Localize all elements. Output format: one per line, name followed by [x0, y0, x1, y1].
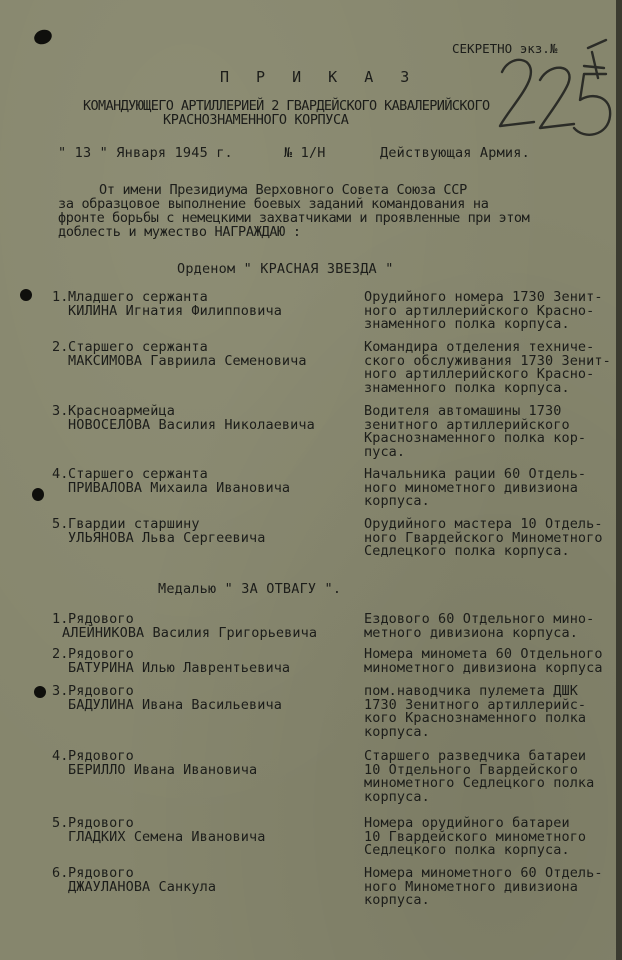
- entry-name: УЛЬЯНОВА Льва Сергеевича: [68, 530, 266, 546]
- entry-name: НОВОСЕЛОВА Василия Николаевича: [68, 417, 315, 433]
- preamble-line-2: за образцовое выполнение боевых заданий командования на: [58, 196, 489, 212]
- section-heading-red-star: Орденом " КРАСНАЯ ЗВЕЗДА ": [177, 261, 394, 277]
- entry-number: 4.: [52, 466, 69, 482]
- entry-unit-line: Водителя автомашины 1730: [364, 403, 562, 419]
- entry-name: ГЛАДКИХ Семена Ивановича: [68, 829, 266, 845]
- entry-rank: Рядового: [68, 815, 134, 831]
- entry-unit-line: пуса.: [364, 443, 406, 460]
- entry-rank: Рядового: [68, 646, 134, 662]
- entry-rank: Младшего сержанта: [68, 289, 208, 305]
- document-title: П Р И К А З: [220, 68, 419, 86]
- entry-rank: Красноармейца: [68, 403, 175, 419]
- entry-unit-line: Орудийного номера 1730 Зенит-: [364, 289, 603, 305]
- entry-unit-line: ного Минометного дивизиона: [364, 878, 578, 895]
- entry-name: АЛЕЙНИКОВА Василия Григорьевича: [62, 625, 318, 641]
- entry-unit-line: пом.наводчика пулемета ДШК: [364, 683, 578, 699]
- entry-unit-line: Краснознаменного полка кор-: [364, 430, 587, 446]
- entry-rank: Рядового: [68, 748, 134, 764]
- entry-unit-line: Номера орудийного батареи: [364, 815, 570, 831]
- entry-unit-line: Ездового 60 Отдельного мино-: [364, 611, 595, 627]
- preamble-line-4: доблесть и мужество НАГРАЖДАЮ :: [58, 224, 301, 240]
- entry-unit-line: знаменного полка корпуса.: [364, 316, 570, 332]
- entry-number: 5.: [52, 815, 69, 831]
- entry-name: КИЛИНА Игнатия Филипповича: [68, 303, 282, 319]
- entry-rank: Гвардии старшину: [68, 516, 200, 532]
- entry-name: ПРИВАЛОВА Михаила Ивановича: [68, 480, 291, 496]
- entry-unit-line: 10 Отдельного Гвардейского: [364, 761, 578, 778]
- entry-rank: Рядового: [68, 683, 134, 699]
- secret-stamp: СЕКРЕТНО экз.№: [452, 41, 558, 56]
- entry-unit-line: метного дивизиона корпуса.: [364, 624, 578, 641]
- entry-name: БЕРИЛЛО Ивана Ивановича: [68, 762, 258, 778]
- entry-unit-line: Номера миномета 60 Отдельного: [364, 646, 603, 662]
- entry-number: 1.: [52, 611, 69, 627]
- entry-number: 3.: [52, 403, 69, 419]
- handwritten-number: [488, 30, 620, 146]
- entry-unit-line: 10 Гвардейского минометного: [364, 828, 587, 845]
- entry-unit-line: ного артиллерийского Красно-: [364, 366, 595, 382]
- entry-unit-line: 1730 Зенитного артиллерийс-: [364, 696, 587, 713]
- entry-unit-line: Номера минометного 60 Отдель-: [364, 865, 603, 881]
- order-location: Действующая Армия.: [380, 145, 530, 161]
- entry-unit-line: Седлецкого полка корпуса.: [364, 543, 570, 559]
- preamble-line-3: фронте борьбы с немецкими захватчиками и проявленные при этом: [58, 210, 530, 226]
- entry-number: 6.: [52, 865, 69, 881]
- entry-unit-line: Седлецкого полка корпуса.: [364, 842, 570, 858]
- entry-unit-line: минометного дивизиона корпуса: [364, 659, 603, 676]
- entry-name: МАКСИМОВА Гавриила Семеновича: [68, 353, 307, 369]
- punch-hole-top: [32, 27, 54, 46]
- entry-unit-line: ного минометного дивизиона: [364, 479, 578, 496]
- entry-unit-line: корпуса.: [364, 788, 430, 805]
- entry-number: 3.: [52, 683, 69, 699]
- order-date: " 13 " Января 1945 г.: [58, 145, 233, 161]
- punch-hole-2: [32, 488, 44, 501]
- section-heading-bravery-medal: Медалью " ЗА ОТВАГУ ".: [158, 581, 342, 597]
- entry-number: 4.: [52, 748, 69, 764]
- entry-number: 2.: [52, 646, 69, 662]
- entry-rank: Рядового: [68, 611, 134, 627]
- entry-unit-line: знаменного полка корпуса.: [364, 379, 570, 396]
- entry-unit-line: минометного Седлецкого полка: [364, 775, 595, 791]
- document-subtitle-2: КРАСНОЗНАМЕННОГО КОРПУСА: [163, 112, 349, 128]
- entry-unit-line: Начальника рации 60 Отдель-: [364, 466, 587, 482]
- entry-name: БАТУРИНА Илью Лаврентьевича: [68, 660, 291, 676]
- entry-rank: Старшего сержанта: [68, 339, 208, 355]
- entry-unit-line: зенитного артиллерийского: [364, 416, 570, 433]
- document-subtitle-1: КОМАНДУЮЩЕГО АРТИЛЛЕРИЕЙ 2 ГВАРДЕЙСКОГО КАВАЛЕРИЙСКОГО: [83, 98, 490, 114]
- entry-name: ДЖАУЛАНОВА Санкула: [68, 879, 217, 895]
- entry-number: 2.: [52, 339, 69, 355]
- entry-unit-line: ного артиллерийского Красно-: [364, 302, 595, 319]
- entry-rank: Старшего сержанта: [68, 466, 208, 482]
- entry-name: БАДУЛИНА Ивана Васильевича: [68, 697, 282, 713]
- entry-unit-line: ного Гвардейского Минометного: [364, 529, 603, 546]
- entry-unit-line: корпуса.: [364, 493, 430, 509]
- entry-unit-line: кого Краснознаменного полка: [364, 710, 587, 726]
- entry-number: 5.: [52, 516, 69, 532]
- preamble-line-1: От имени Президиума Верховного Совета Союза ССР: [99, 182, 467, 198]
- entry-unit-line: ского обслуживания 1730 Зенит-: [364, 352, 611, 369]
- entry-number: 1.: [52, 289, 69, 305]
- order-number: № 1/Н: [284, 145, 326, 161]
- entry-unit-line: корпуса.: [364, 723, 430, 740]
- entry-unit-line: Командира отделения техниче-: [364, 339, 595, 355]
- entry-rank: Рядового: [68, 865, 134, 881]
- punch-hole-1: [20, 289, 32, 301]
- entry-unit-line: корпуса.: [364, 892, 430, 908]
- punch-hole-3: [34, 686, 46, 698]
- entry-unit-line: Старшего разведчика батареи: [364, 748, 587, 764]
- entry-unit-line: Орудийного мастера 10 Отдель-: [364, 516, 603, 532]
